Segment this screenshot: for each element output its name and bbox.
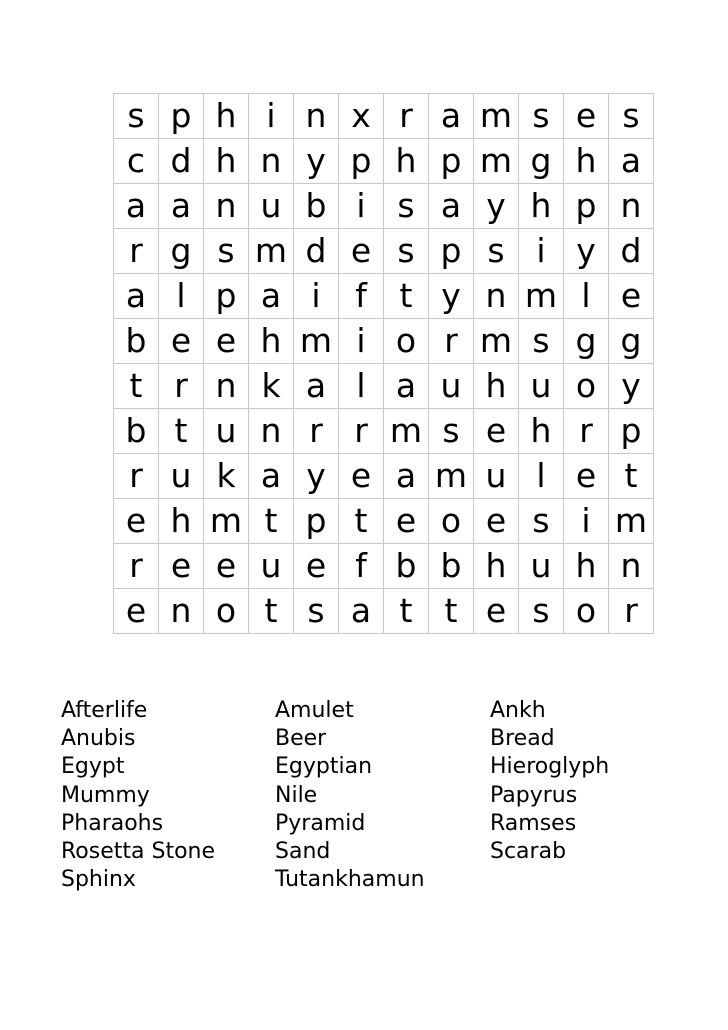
grid-cell: e xyxy=(384,499,429,544)
grid-cell: n xyxy=(159,589,204,634)
word-item: Sphinx xyxy=(61,867,136,893)
grid-cell: x xyxy=(339,94,384,139)
grid-cell: t xyxy=(384,274,429,319)
grid-cell: e xyxy=(114,589,159,634)
letter-grid-body xyxy=(114,94,654,634)
grid-cell: e xyxy=(204,544,249,589)
grid-cell: m xyxy=(474,319,519,364)
word-list xyxy=(61,697,670,894)
grid-cell: y xyxy=(609,364,654,409)
grid-cell: f xyxy=(339,544,384,589)
grid-cell: p xyxy=(429,139,474,184)
grid-cell: s xyxy=(519,319,564,364)
grid-cell: h xyxy=(564,544,609,589)
grid-cell: o xyxy=(429,499,474,544)
grid-cell: e xyxy=(204,319,249,364)
grid-cell: n xyxy=(204,184,249,229)
grid-cell: p xyxy=(429,229,474,274)
word-item: Hieroglyph xyxy=(490,754,610,780)
grid-cell: p xyxy=(609,409,654,454)
grid-cell: u xyxy=(204,409,249,454)
grid-cell: h xyxy=(204,139,249,184)
grid-cell: u xyxy=(249,184,294,229)
word-item: Tutankhamun xyxy=(275,867,425,893)
grid-cell: h xyxy=(204,94,249,139)
grid-cell: b xyxy=(114,319,159,364)
grid-cell: a xyxy=(249,454,294,499)
grid-cell: r xyxy=(429,319,474,364)
grid-cell: e xyxy=(564,94,609,139)
grid-cell: i xyxy=(564,499,609,544)
grid-cell: n xyxy=(609,544,654,589)
grid-cell: b xyxy=(114,409,159,454)
grid-cell: u xyxy=(474,454,519,499)
grid-row xyxy=(114,409,654,454)
grid-cell: u xyxy=(519,544,564,589)
grid-cell: i xyxy=(294,274,339,319)
grid-cell: y xyxy=(474,184,519,229)
grid-cell: i xyxy=(519,229,564,274)
grid-cell: g xyxy=(519,139,564,184)
grid-cell: e xyxy=(114,499,159,544)
grid-cell: u xyxy=(429,364,474,409)
grid-row xyxy=(114,364,654,409)
grid-cell: a xyxy=(294,364,339,409)
grid-cell: r xyxy=(384,94,429,139)
grid-cell: h xyxy=(519,409,564,454)
grid-cell: s xyxy=(384,229,429,274)
grid-cell: e xyxy=(474,499,519,544)
grid-cell: m xyxy=(429,454,474,499)
grid-cell: s xyxy=(519,499,564,544)
grid-cell: h xyxy=(384,139,429,184)
grid-cell: o xyxy=(564,589,609,634)
word-item: Afterlife xyxy=(61,698,148,723)
grid-cell: r xyxy=(159,364,204,409)
word-item: Amulet xyxy=(275,698,354,723)
grid-row xyxy=(114,319,654,364)
grid-cell: r xyxy=(114,229,159,274)
grid-cell: s xyxy=(114,94,159,139)
grid-cell: e xyxy=(159,319,204,364)
grid-cell: t xyxy=(429,589,474,634)
grid-row xyxy=(114,544,654,589)
grid-cell: i xyxy=(249,94,294,139)
word-item: Pharaohs xyxy=(61,810,164,836)
grid-cell: o xyxy=(564,364,609,409)
grid-cell: o xyxy=(204,589,249,634)
grid-cell: r xyxy=(294,409,339,454)
grid-cell: m xyxy=(474,139,519,184)
word-column xyxy=(61,697,275,894)
grid-row xyxy=(114,454,654,499)
word-item: Mummy xyxy=(61,782,150,808)
grid-cell: b xyxy=(429,544,474,589)
grid-cell: t xyxy=(159,409,204,454)
grid-cell: e xyxy=(339,454,384,499)
grid-cell: f xyxy=(339,274,384,319)
grid-cell: e xyxy=(474,589,519,634)
grid-cell: r xyxy=(564,409,609,454)
grid-row xyxy=(114,274,654,319)
grid-cell: l xyxy=(519,454,564,499)
grid-cell: h xyxy=(519,184,564,229)
grid-cell: a xyxy=(429,94,474,139)
grid-cell: p xyxy=(204,274,249,319)
grid-cell: r xyxy=(339,409,384,454)
grid-cell: r xyxy=(609,589,654,634)
grid-row xyxy=(114,589,654,634)
grid-cell: d xyxy=(294,229,339,274)
grid-cell: t xyxy=(249,589,294,634)
grid-cell: e xyxy=(609,274,654,319)
grid-cell: m xyxy=(609,499,654,544)
letter-grid xyxy=(113,93,654,634)
grid-cell: m xyxy=(384,409,429,454)
grid-cell: a xyxy=(114,184,159,229)
grid-cell: m xyxy=(294,319,339,364)
grid-row xyxy=(114,499,654,544)
grid-cell: n xyxy=(249,139,294,184)
grid-cell: s xyxy=(384,184,429,229)
word-item: Nile xyxy=(275,782,318,808)
word-item: Bread xyxy=(490,726,555,752)
word-item: Egyptian xyxy=(275,754,373,780)
grid-cell: i xyxy=(339,184,384,229)
word-column xyxy=(275,697,490,894)
grid-cell: t xyxy=(339,499,384,544)
grid-cell: m xyxy=(474,94,519,139)
grid-cell: h xyxy=(474,544,519,589)
grid-cell: t xyxy=(609,454,654,499)
grid-cell: u xyxy=(249,544,294,589)
grid-cell: y xyxy=(429,274,474,319)
grid-cell: s xyxy=(474,229,519,274)
grid-cell: m xyxy=(249,229,294,274)
word-item: Sand xyxy=(275,839,331,865)
grid-cell: t xyxy=(249,499,294,544)
grid-cell: n xyxy=(294,94,339,139)
grid-cell: h xyxy=(249,319,294,364)
grid-cell: n xyxy=(609,184,654,229)
grid-cell: a xyxy=(339,589,384,634)
grid-row xyxy=(114,184,654,229)
grid-cell: a xyxy=(249,274,294,319)
grid-cell: h xyxy=(474,364,519,409)
grid-cell: p xyxy=(339,139,384,184)
grid-cell: n xyxy=(474,274,519,319)
grid-cell: p xyxy=(159,94,204,139)
grid-row xyxy=(114,139,654,184)
grid-cell: t xyxy=(114,364,159,409)
grid-cell: d xyxy=(609,229,654,274)
grid-cell: b xyxy=(294,184,339,229)
grid-cell: e xyxy=(294,544,339,589)
grid-cell: u xyxy=(159,454,204,499)
grid-cell: m xyxy=(519,274,564,319)
grid-cell: a xyxy=(159,184,204,229)
word-item: Scarab xyxy=(490,839,567,865)
grid-cell: t xyxy=(384,589,429,634)
word-item: Rosetta Stone xyxy=(61,839,216,865)
grid-cell: i xyxy=(339,319,384,364)
word-item: Egypt xyxy=(61,754,125,780)
word-item: Beer xyxy=(275,726,327,752)
grid-cell: d xyxy=(159,139,204,184)
word-column xyxy=(490,697,670,894)
grid-row xyxy=(114,94,654,139)
grid-cell: y xyxy=(294,454,339,499)
grid-cell: s xyxy=(204,229,249,274)
grid-row xyxy=(114,229,654,274)
grid-cell: b xyxy=(384,544,429,589)
grid-cell: e xyxy=(339,229,384,274)
grid-cell: r xyxy=(114,544,159,589)
grid-cell: p xyxy=(294,499,339,544)
grid-cell: c xyxy=(114,139,159,184)
grid-cell: k xyxy=(249,364,294,409)
grid-cell: a xyxy=(384,454,429,499)
word-item: Papyrus xyxy=(490,782,578,808)
grid-cell: g xyxy=(159,229,204,274)
grid-cell: e xyxy=(159,544,204,589)
word-item: Ankh xyxy=(490,698,546,723)
grid-cell: s xyxy=(609,94,654,139)
grid-cell: l xyxy=(564,274,609,319)
grid-cell: s xyxy=(519,589,564,634)
grid-cell: a xyxy=(384,364,429,409)
grid-cell: g xyxy=(609,319,654,364)
grid-cell: l xyxy=(159,274,204,319)
word-item: Anubis xyxy=(61,726,136,752)
grid-cell: a xyxy=(609,139,654,184)
grid-cell: p xyxy=(564,184,609,229)
grid-cell: e xyxy=(564,454,609,499)
grid-cell: n xyxy=(204,364,249,409)
grid-cell: s xyxy=(429,409,474,454)
grid-cell: a xyxy=(114,274,159,319)
grid-cell: r xyxy=(114,454,159,499)
grid-cell: k xyxy=(204,454,249,499)
word-item: Pyramid xyxy=(275,810,366,836)
grid-cell: l xyxy=(339,364,384,409)
grid-cell: h xyxy=(159,499,204,544)
grid-cell: h xyxy=(564,139,609,184)
grid-cell: y xyxy=(564,229,609,274)
grid-cell: g xyxy=(564,319,609,364)
grid-cell: a xyxy=(429,184,474,229)
grid-cell: y xyxy=(294,139,339,184)
grid-cell: n xyxy=(249,409,294,454)
grid-cell: u xyxy=(519,364,564,409)
grid-cell: s xyxy=(294,589,339,634)
grid-cell: s xyxy=(519,94,564,139)
word-item: Ramses xyxy=(490,810,577,836)
grid-cell: e xyxy=(474,409,519,454)
grid-cell: m xyxy=(204,499,249,544)
grid-cell: o xyxy=(384,319,429,364)
